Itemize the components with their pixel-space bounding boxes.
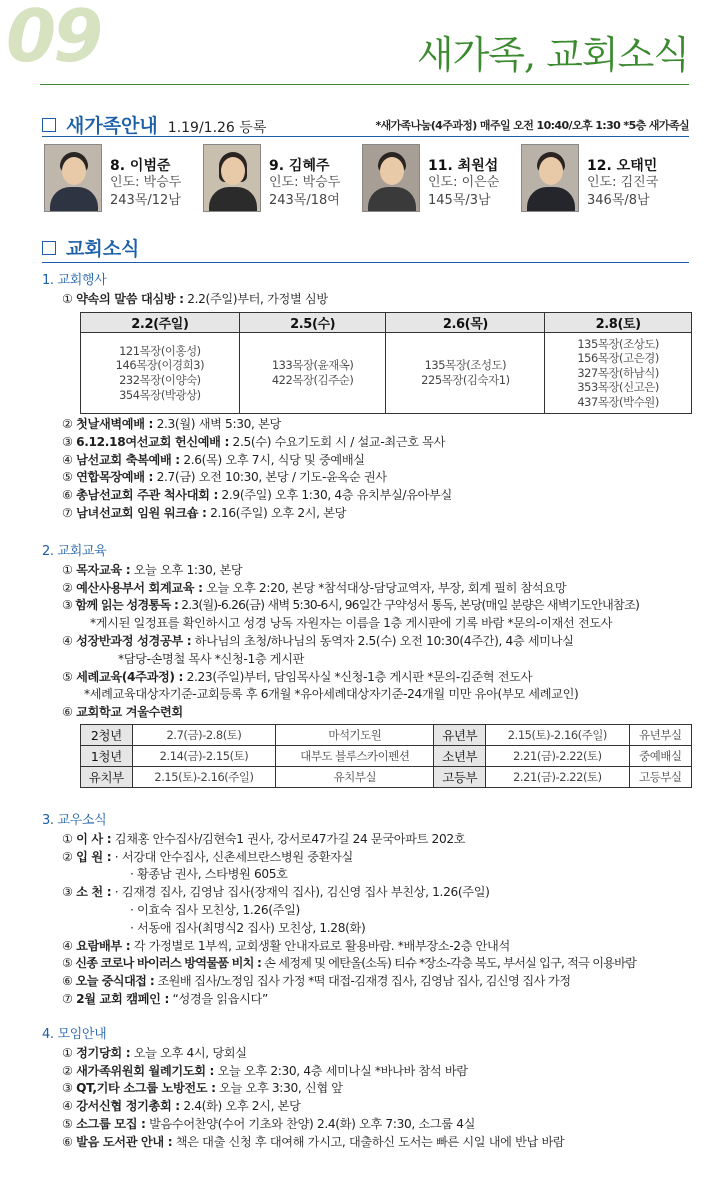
member-name: 12. 오태민	[587, 158, 658, 174]
member-news-section	[42, 812, 692, 1009]
checkbox-square-icon	[42, 241, 56, 255]
table-cell: 2.21(금)-2.22(토)	[486, 746, 630, 767]
list-item-note: *세례교육대상자기준-교회등록 후 6개월 *유아세례대상자기준-24개월 미만 유아(부모 세례교인)	[84, 687, 579, 702]
table-row	[81, 725, 692, 746]
list-item: ② 입 원 : · 서강대 안수집사, 신촌세브란스병원 중환자실	[62, 849, 353, 864]
table-cell: 1청년	[81, 746, 133, 767]
member-guide: 인도: 박승두	[110, 175, 182, 190]
list-item: ⑤ 연합목장예배 : 2.7(금) 오전 10:30, 본당 / 기도-윤옥순 권사	[62, 470, 387, 485]
new-family-heading	[42, 111, 266, 138]
table-cell: 2.7(금)-2.8(토)	[132, 725, 276, 746]
member-group: 145목/3남	[428, 193, 491, 208]
table-cell: 대부도 블루스카이펜션	[276, 746, 434, 767]
events-list	[42, 416, 692, 523]
table-row	[81, 333, 692, 414]
list-item: ① 정기당회 : 오늘 오후 4시, 당회실	[62, 1045, 247, 1060]
list-item: ② 첫날새벽예배 : 2.3(월) 새벽 5:30, 본당	[62, 417, 281, 431]
list-item: ④ 강서신협 정기총회 : 2.4(화) 오후 2시, 본당	[62, 1099, 301, 1114]
table-row	[81, 746, 692, 767]
new-member-list	[44, 144, 694, 214]
events-title: 1. 교회행사	[42, 273, 107, 288]
table-cell: 133목장(윤재옥) 422목장(김주순)	[239, 333, 386, 414]
list-item: ⑦ 남녀선교회 임원 워크숍 : 2.16(주일) 오후 2시, 본당	[62, 505, 347, 520]
meetings-title: 4. 모임안내	[42, 1027, 107, 1042]
list-item: ③ QT,기타 소그룹 노방전도 : 오늘 오후 3:30, 신협 앞	[62, 1081, 343, 1096]
member-name: 8. 이범준	[110, 158, 171, 174]
table-cell: 135목장(조상도) 156목장(고은경) 327목장(하남식) 353목장(신고은) 437목장(박수원)	[545, 333, 692, 414]
member-info	[587, 174, 658, 210]
list-item: ① 약속의 말씀 대심방 : 2.2(주일)부터, 가정별 심방	[62, 291, 328, 306]
member-group: 243목/18여	[269, 193, 340, 208]
list-item-note: · 서동애 집사(최명식2 집사) 모친상, 1.28(화)	[130, 920, 366, 935]
list-item: ③ 6.12.18여선교회 헌신예배 : 2.5(수) 수요기도회 시 / 설교-최근호 목사	[62, 434, 446, 449]
table-cell: 유치부실	[276, 767, 434, 788]
table-cell: 135목장(조성도) 225목장(김숙자1)	[386, 333, 545, 414]
member-photo	[203, 144, 261, 212]
member-name: 11. 최원섭	[428, 158, 499, 174]
page-number: 09	[6, 0, 101, 78]
list-item: ⑥ 오늘 중식대접 : 조원배 집사/노정임 집사 가정 *떡 대접-김재경 집사, 김영남 집사, 김신영 집사 가정	[62, 974, 571, 989]
table-header: 2.6(목)	[386, 313, 545, 333]
list-item-note: *게시된 일정표를 확인하시고 성경 낭독 자원자는 이름을 1층 게시판에 기록 바람 *문의-이재선 전도사	[90, 616, 613, 631]
table-cell: 2청년	[81, 725, 133, 746]
church-news-heading	[42, 234, 139, 261]
member-guide: 인도: 이은순	[428, 175, 500, 190]
table-header-row	[81, 313, 692, 333]
list-item: ⑤ 신종 코로나 바이러스 방역물품 비치 : 손 세정제 및 에탄올(소독) 티슈 *장소-각층 복도, 부서실 입구, 적극 이용바람	[62, 956, 637, 971]
list-item: ② 예산사용부서 회계교육 : 오늘 오후 2:20, 본당 *참석대상-담당교역자, 부장, 회계 필히 참석요망	[62, 580, 567, 595]
table-cell: 2.21(금)-2.22(토)	[486, 767, 630, 788]
table-cell: 2.15(토)-2.16(주일)	[486, 725, 630, 746]
member-photo	[521, 144, 579, 212]
list-item-note: · 황종남 권사, 스타병원 605호	[130, 867, 288, 882]
member-photo	[44, 144, 102, 212]
list-item: ④ 요람배부 : 각 가정별로 1부씩, 교회생활 안내자료로 활용바람. *배부장소-2층 안내석	[62, 938, 510, 953]
table-cell: 유치부	[81, 767, 133, 788]
list-item: ⑤ 소그룹 모집 : 발음수어찬양(수어 기초와 찬양) 2.4(화) 오후 7:30, 소그룹 4실	[62, 1116, 476, 1131]
table-cell: 중예배실	[629, 746, 691, 767]
education-section	[42, 543, 692, 722]
list-item: ⑥ 교회학교 겨울수련회	[62, 705, 183, 720]
table-cell: 고등부	[434, 767, 486, 788]
member-photo	[362, 144, 420, 212]
table-header: 2.5(수)	[239, 313, 386, 333]
table-cell: 마석기도원	[276, 725, 434, 746]
member-info	[110, 174, 181, 210]
table-cell: 고등부실	[629, 767, 691, 788]
list-item: ⑥ 총남선교회 주관 척사대회 : 2.9(주일) 오후 1:30, 4층 유치부실/유아부실	[62, 488, 452, 503]
church-news-divider	[42, 262, 689, 263]
list-item-note: *담당-손명철 목사 *신청-1층 게시판	[118, 651, 305, 666]
list-item: ① 이 사 : 김채홍 안수집사/김현숙1 권사, 강서로47가길 24 문국아파트 202호	[62, 831, 466, 846]
events-section	[42, 272, 692, 309]
checkbox-square-icon	[42, 118, 56, 132]
visit-schedule-table	[80, 312, 692, 414]
table-cell: 소년부	[434, 746, 486, 767]
member-info	[269, 174, 340, 210]
new-family-note: *새가족나눔(4주과정) 매주일 오전 10:40/오후 1:30 *5층 새가족실	[375, 119, 689, 132]
list-item: ④ 성장반과정 성경공부 : 하나님의 초청/하나님의 동역자 2.5(수) 오전 10:30(4주간), 4층 세미나실	[62, 633, 574, 648]
member-group: 346목/8남	[587, 193, 650, 208]
table-cell: 유년부	[434, 725, 486, 746]
member-guide: 인도: 박승두	[269, 175, 341, 190]
list-item: ④ 남선교회 축복예배 : 2.6(목) 오후 7시, 식당 및 중예배실	[62, 452, 365, 467]
list-item: ⑤ 세례교육(4주과정) : 2.23(주일)부터, 담임목사실 *신청-1층 게시판 *문의-김준혁 전도사	[62, 669, 532, 684]
list-item: ③ 함께 읽는 성경통독 : 2.3(월)-6.26(금) 새벽 5:30-6시, 96일간 구약성서 통독, 본당(매일 분량은 새벽기도안내참조)	[62, 598, 640, 613]
education-title: 2. 교회교육	[42, 544, 107, 559]
table-cell: 2.15(토)-2.16(주일)	[132, 767, 276, 788]
table-cell: 2.14(금)-2.15(토)	[132, 746, 276, 767]
meetings-section	[42, 1026, 692, 1152]
church-news-label: 교회소식	[66, 238, 140, 260]
table-cell: 121목장(이홍성) 146목장(이경희3) 232목장(이양숙) 354목장(박광상)	[81, 333, 240, 414]
list-item: ② 새가족위원회 월례기도회 : 오늘 오후 2:30, 4층 세미나실 *바나바 참석 바람	[62, 1063, 468, 1078]
member-group: 243목/12남	[110, 193, 181, 208]
member-name: 9. 김혜주	[269, 158, 330, 174]
table-row	[81, 767, 692, 788]
list-item-note: · 이효숙 집사 모친상, 1.26(주일)	[130, 902, 300, 917]
list-item: ⑦ 2월 교회 캠페인 : “성경을 읽읍시다”	[62, 991, 268, 1006]
new-family-label: 새가족안내	[66, 115, 158, 137]
list-item: ⑥ 발음 도서관 안내 : 책은 대출 신청 후 대여해 가시고, 대출하신 도서는 빠른 시일 내에 반납 바람	[62, 1134, 565, 1149]
member-news-title: 3. 교우소식	[42, 813, 107, 828]
list-item: ③ 소 천 : · 김재경 집사, 김영남 집사(장재익 집사), 김신영 집사 부친상, 1.26(주일)	[62, 885, 490, 900]
new-family-dates: 1.19/1.26 등록	[167, 120, 267, 136]
table-header: 2.8(토)	[545, 313, 692, 333]
table-cell: 유년부실	[629, 725, 691, 746]
winter-camp-table	[80, 724, 692, 788]
title-divider	[40, 84, 689, 85]
table-header: 2.2(주일)	[81, 313, 240, 333]
page-title: 새가족, 교회소식	[416, 33, 689, 77]
member-guide: 인도: 김진국	[587, 175, 659, 190]
member-info	[428, 174, 499, 210]
new-family-divider	[42, 136, 689, 137]
list-item: ① 목자교육 : 오늘 오후 1:30, 본당	[62, 562, 243, 577]
